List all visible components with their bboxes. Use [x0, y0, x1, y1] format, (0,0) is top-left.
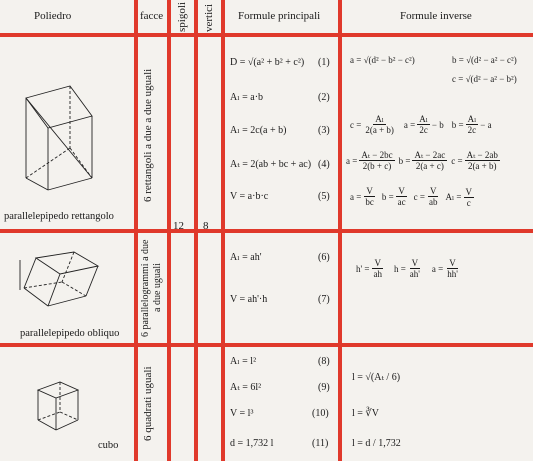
inverse-frac-a-1: a = $\frac{\text{Aₗ}}{2c}$ − b: [403, 114, 444, 135]
inverse-frac-d-1: h = $\frac{V}{ah'}$: [393, 258, 420, 279]
formula-11: d = 1,732 l: [230, 438, 274, 449]
oblique-prism-figure: [16, 248, 106, 310]
formula-6: Aₗ = ah': [230, 252, 262, 263]
cube-figure: [32, 376, 88, 438]
rectangular-prism-figure: [18, 78, 100, 196]
vertici-value: 8: [203, 220, 209, 232]
row1-name: parallelepipedo rettangolo: [4, 211, 114, 222]
inverse-frac-b-2: c = $\frac{\text{Aₜ − 2ab}}{2(a + b)}$: [451, 150, 498, 171]
col-divider-spigoli: [194, 0, 198, 461]
row2-facce: 6 parallelogrammi a due a due uguali: [140, 239, 163, 337]
header-poliedro: Poliedro: [34, 10, 72, 22]
col-divider-poliedro: [134, 0, 138, 461]
row2-name: parallelepipedo obliquo: [20, 328, 120, 339]
inverse-fracs-row3: [350, 186, 480, 208]
formula-6-num: (6): [318, 252, 330, 263]
inverse-frac-a-2: b = $\frac{\text{Aₗ}}{2c}$ − a: [451, 114, 492, 135]
formula-3-num: (3): [318, 125, 330, 136]
col-divider-facce: [167, 0, 171, 461]
formula-8-num: (8): [318, 356, 330, 367]
formula-7: V = ah'·h: [230, 294, 268, 305]
formula-9-num: (9): [318, 382, 330, 393]
inverse-cube-3: l = d / 1,732: [352, 438, 401, 449]
row1-facce: 6 rettangoli a due a due uguali: [142, 68, 154, 202]
col-divider-vertici: [221, 0, 225, 461]
row3-name: cubo: [98, 440, 119, 451]
inverse-frac-b-1: b = $\frac{\text{Aₜ − 2ac}}{2(a + c)}$: [398, 150, 446, 171]
formula-1-num: (1): [318, 57, 330, 68]
formula-4-num: (4): [318, 159, 330, 170]
inverse-fracs-row1: [350, 114, 500, 135]
header-vertici: vertici: [203, 3, 215, 32]
row-divider-1: [0, 229, 533, 233]
row3-facce: 6 quadrati uguali: [142, 366, 154, 442]
spigoli-value: 12: [173, 220, 184, 232]
inverse-a-root: a = √(d² − b² − c²): [350, 55, 415, 65]
header-facce: facce: [140, 10, 164, 22]
formula-10-num: (10): [312, 408, 329, 419]
inverse-frac-a-0: c = $\frac{\text{Aₗ}}{2(a + b)}$: [350, 114, 394, 135]
inverse-cube-1: l = √(Aₜ / 6): [352, 372, 401, 383]
formula-9: Aₜ = 6l²: [230, 382, 262, 393]
header-inverse: Formule inverse: [400, 10, 472, 22]
header-spigoli: spigoli: [176, 2, 188, 32]
inverse-frac-c-2: c = $\frac{V}{ab}$: [413, 186, 438, 207]
formula-4: Aₜ = 2(ab + bc + ac): [230, 159, 312, 170]
formula-10: V = l³: [230, 408, 254, 419]
inverse-frac-c-1: b = $\frac{V}{ac}$: [381, 186, 406, 207]
inverse-frac-d-2: a = $\frac{V}{hh'}$: [431, 258, 458, 279]
inverse-cube-2: l = ∛V: [352, 408, 380, 419]
formula-11-num: (11): [312, 438, 329, 449]
header-principali: Formule principali: [238, 10, 321, 22]
col-divider-principali: [338, 0, 342, 461]
inverse-frac-b-0: a = $\frac{\text{Aₜ − 2bc}}{2(b + c)}$: [346, 150, 393, 171]
formula-2: Aₗ = a·b: [230, 92, 264, 103]
header-divider: [0, 33, 533, 37]
formula-8: Aₗ = l²: [230, 356, 257, 367]
inverse-fracs-row4: [356, 258, 470, 279]
inverse-b-root: b = √(d² − a² − c²): [452, 55, 517, 65]
inverse-frac-c-3: Aₗ = $\frac{V}{c}$: [445, 186, 472, 208]
inverse-c-root: c = √(d² − a² − b²): [452, 74, 517, 84]
row-divider-2: [0, 343, 533, 347]
formula-5: V = a·b·c: [230, 191, 269, 202]
formula-5-num: (5): [318, 191, 330, 202]
inverse-frac-c-0: a = $\frac{V}{bc}$: [350, 186, 374, 207]
inverse-frac-d-0: h' = $\frac{V}{ah}$: [356, 258, 382, 279]
formula-2-num: (2): [318, 92, 330, 103]
inverse-fracs-row2: [346, 150, 504, 171]
formula-7-num: (7): [318, 294, 330, 305]
formula-3: Aₗ = 2c(a + b): [230, 125, 287, 136]
formula-1: D = √(a² + b² + c²): [230, 57, 305, 68]
